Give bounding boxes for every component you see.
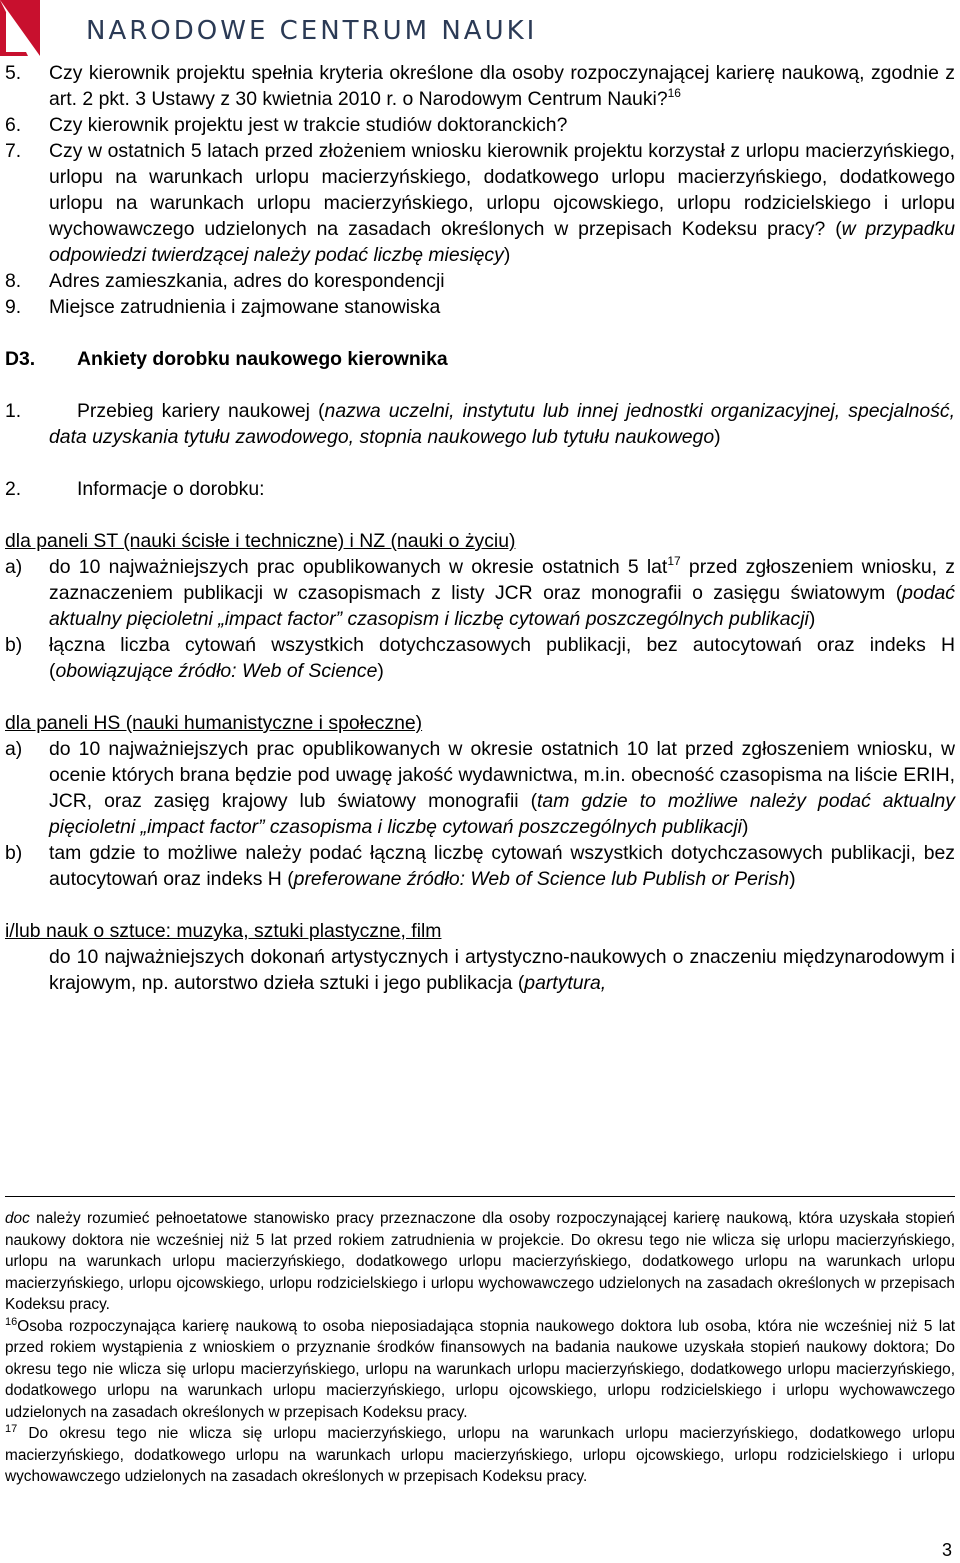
footnote-ref: 17 [667,554,681,568]
footnote-italic: doc [5,1210,30,1227]
item-text-tail: ) [714,426,721,448]
subsection-title-text: i/lub nauk o sztuce: muzyka, sztuki plastyczne, film [5,920,442,942]
point-achievements [5,476,955,502]
ncn-logo-icon [0,0,40,56]
item-text: Informacje o dorobku: [77,478,265,500]
item-number: 9. [5,296,22,318]
item-letter: b) [5,634,23,656]
footnote [5,1423,955,1488]
footnote-text: Osoba rozpoczynająca karierę naukową to osoba nieposiadająca stopnia naukowego doktora lub osoba, która nie wcześniej niż 5 lat przed rokiem wystąpienia z wnioskiem o przyznanie środków finansowych na badania naukowe uzyskała stopień naukowy doktora; Do okresu tego nie wlicza się urlopu macierzyńskiego, urlopu na warunkach urlopu macierzyńskiego, dodatkowego urlopu macierzyńskiego, dodatkowego urlopu na warunkach urlopu macierzyńskiego, urlopu ojcowskiego, urlopu rodzicielskiego i urlopu wychowawczego udzielonych na zasadach określonych w przepisach Kodeksu pracy. [5,1317,955,1421]
list-item [5,294,955,320]
list-item [5,138,955,268]
footnotes [5,1208,955,1488]
section-number: D3. [5,348,36,370]
item-text: Czy kierownik projektu spełnia kryteria określone dla osoby rozpoczynającej karierę naukową, zgodnie z art. 2 pkt. 3 Ustawy z 30 kwietnia 2010 r. o Narodowym Centrum Nauki? [49,62,955,110]
list-item [5,60,955,112]
subsection-title [5,918,955,944]
footnote-number: 17 [5,1423,18,1435]
footnote [5,1316,955,1424]
item-number: 6. [5,114,22,136]
item-text-tail: ) [741,816,749,838]
subsection-title-text: dla paneli ST (nauki ścisłe i techniczne) i NZ (nauki o życiu) [5,530,516,552]
point-career [5,398,955,450]
item-italic-note: podać aktualny pięcioletni „impact factor” czasopism i liczbę cytowań poszczególnych publikacji [49,582,955,630]
list-item [5,632,955,684]
item-number: 1. [5,400,22,422]
list-item [5,840,955,892]
subsection-title [5,710,955,736]
item-text-tail: ) [377,660,384,682]
item-text: tam gdzie to możliwe należy podać łączną liczbę cytowań wszystkich dotychczasowych publikacji, bez autocytowań oraz indeks H ( [49,842,955,890]
item-text: Czy kierownik projektu jest w trakcie studiów doktoranckich? [49,114,568,136]
item-letter: b) [5,842,23,864]
footnote-ref: 16 [667,86,681,100]
item-text-tail: ) [789,868,796,890]
item-italic-note: partytura, [524,972,607,994]
subsection-title-text: dla paneli HS (nauki humanistyczne i społeczne) [5,712,423,734]
section-title: Ankiety dorobku naukowego kierownika [77,348,448,370]
footnote-number: 16 [5,1315,18,1328]
list-item [5,268,955,294]
item-text-tail: ) [503,244,511,266]
item-text: przed zgłoszeniem wniosku, z zaznaczeniem publikacji w czasopismach z listy JCR oraz monografii o zasięgu światowym ( [49,556,955,604]
item-text: Czy w ostatnich 5 latach przed złożeniem wniosku kierownik projektu korzystał z urlopu macierzyńskiego, urlopu na warunkach urlopu macierzyńskiego, dodatkowego urlopu macierzyńskiego, dodatkowego urlopu na warunkach urlopu macierzyńskiego, urlopu ojcowskiego, urlopu rodzicielskiego i urlopu wychowawczego udzielonych na zasadach określonych w przepisach Kodeksu pracy? ( [49,140,955,240]
item-text: Przebieg kariery naukowej ( [77,400,325,422]
list-item [5,554,955,632]
footnote-text: Do okresu tego nie wlicza się urlopu macierzyńskiego, urlopu na warunkach urlopu macierzyńskiego, dodatkowego urlopu macierzyńskiego, dodatkowego urlopu na warunkach urlopu macierzyńskiego, urlopu ojcowskiego, urlopu rodzicielskiego i urlopu wychowawczego udzielonych na zasadach określonych w przepisach Kodeksu pracy. [5,1425,955,1485]
list-item [5,944,955,996]
item-text: łączna liczba cytowań wszystkich dotychczasowych publikacji, bez autocytowań oraz indeks H ( [49,634,955,682]
item-italic-note: obowiązujące źródło: Web of Science [55,660,378,682]
item-number: 5. [5,62,22,84]
item-text: Adres zamieszkania, adres do korespondencji [49,270,445,292]
list-item [5,112,955,138]
item-number: 8. [5,270,22,292]
item-italic-note: w przypadku odpowiedzi twierdzącej należy podać liczbę miesięcy [49,218,955,266]
item-text: do 10 najważniejszych prac opublikowanych w okresie ostatnich 10 lat przed zgłoszeniem wniosku, w ocenie których brana będzie pod uwagę jakość wydawnictwa, m.in. obecność czasopisma na liście ERIH, JCR, oraz zasięg krajowy lub światowy monografii ( [49,738,955,812]
footnote-separator [5,1196,955,1197]
page-header [0,0,960,58]
item-text-tail: ) [808,608,816,630]
item-number: 7. [5,140,22,162]
item-italic-note: preferowane źródło: Web of Science lub Publish or Perish [293,868,790,890]
organization-name: NARODOWE CENTRUM NAUKI [86,16,538,46]
footnote-text: należy rozumieć pełnoetatowe stanowisko pracy przeznaczone dla osoby rozpoczynającej karierę naukową, która uzyskała stopień naukowy doktora nie wcześniej niż 5 lat przed rokiem zatrudnienia w projekcie. Do okresu tego nie wlicza się urlopu macierzyńskiego, urlopu na warunkach urlopu macierzyńskiego, dodatkowego urlopu macierzyńskiego, dodatkowego urlopu na warunkach urlopu macierzyńskiego, urlopu ojcowskiego, urlopu rodzicielskiego i urlopu wychowawczego udzielonych na zasadach określonych w przepisach Kodeksu pracy. [5,1210,955,1313]
item-italic-note: nazwa uczelni, instytutu lub innej jednostki organizacyjnej, specjalność, data uzyskania tytułu zawodowego, stopnia naukowego lub tytułu naukowego [49,400,955,448]
footnote [5,1208,955,1316]
item-letter: a) [5,738,23,760]
section-heading [5,346,955,372]
item-text: Miejsce zatrudnienia i zajmowane stanowiska [49,296,441,318]
item-letter: a) [5,556,23,578]
item-text: do 10 najważniejszych prac opublikowanych w okresie ostatnich 5 lat [49,556,668,578]
list-item [5,736,955,840]
subsection-title [5,528,955,554]
document-body [5,60,955,996]
page-number: 3 [941,1540,952,1560]
item-text: do 10 najważniejszych dokonań artystycznych i artystyczno-naukowych o znaczeniu międzynarodowym i krajowym, np. autorstwo dzieła sztuki i jego publikacja ( [49,946,955,994]
item-italic-note: tam gdzie to możliwe należy podać aktualny pięcioletni „impact factor” czasopisma i liczbę cytowań poszczególnych publikacji [49,790,955,838]
item-number: 2. [5,478,22,500]
